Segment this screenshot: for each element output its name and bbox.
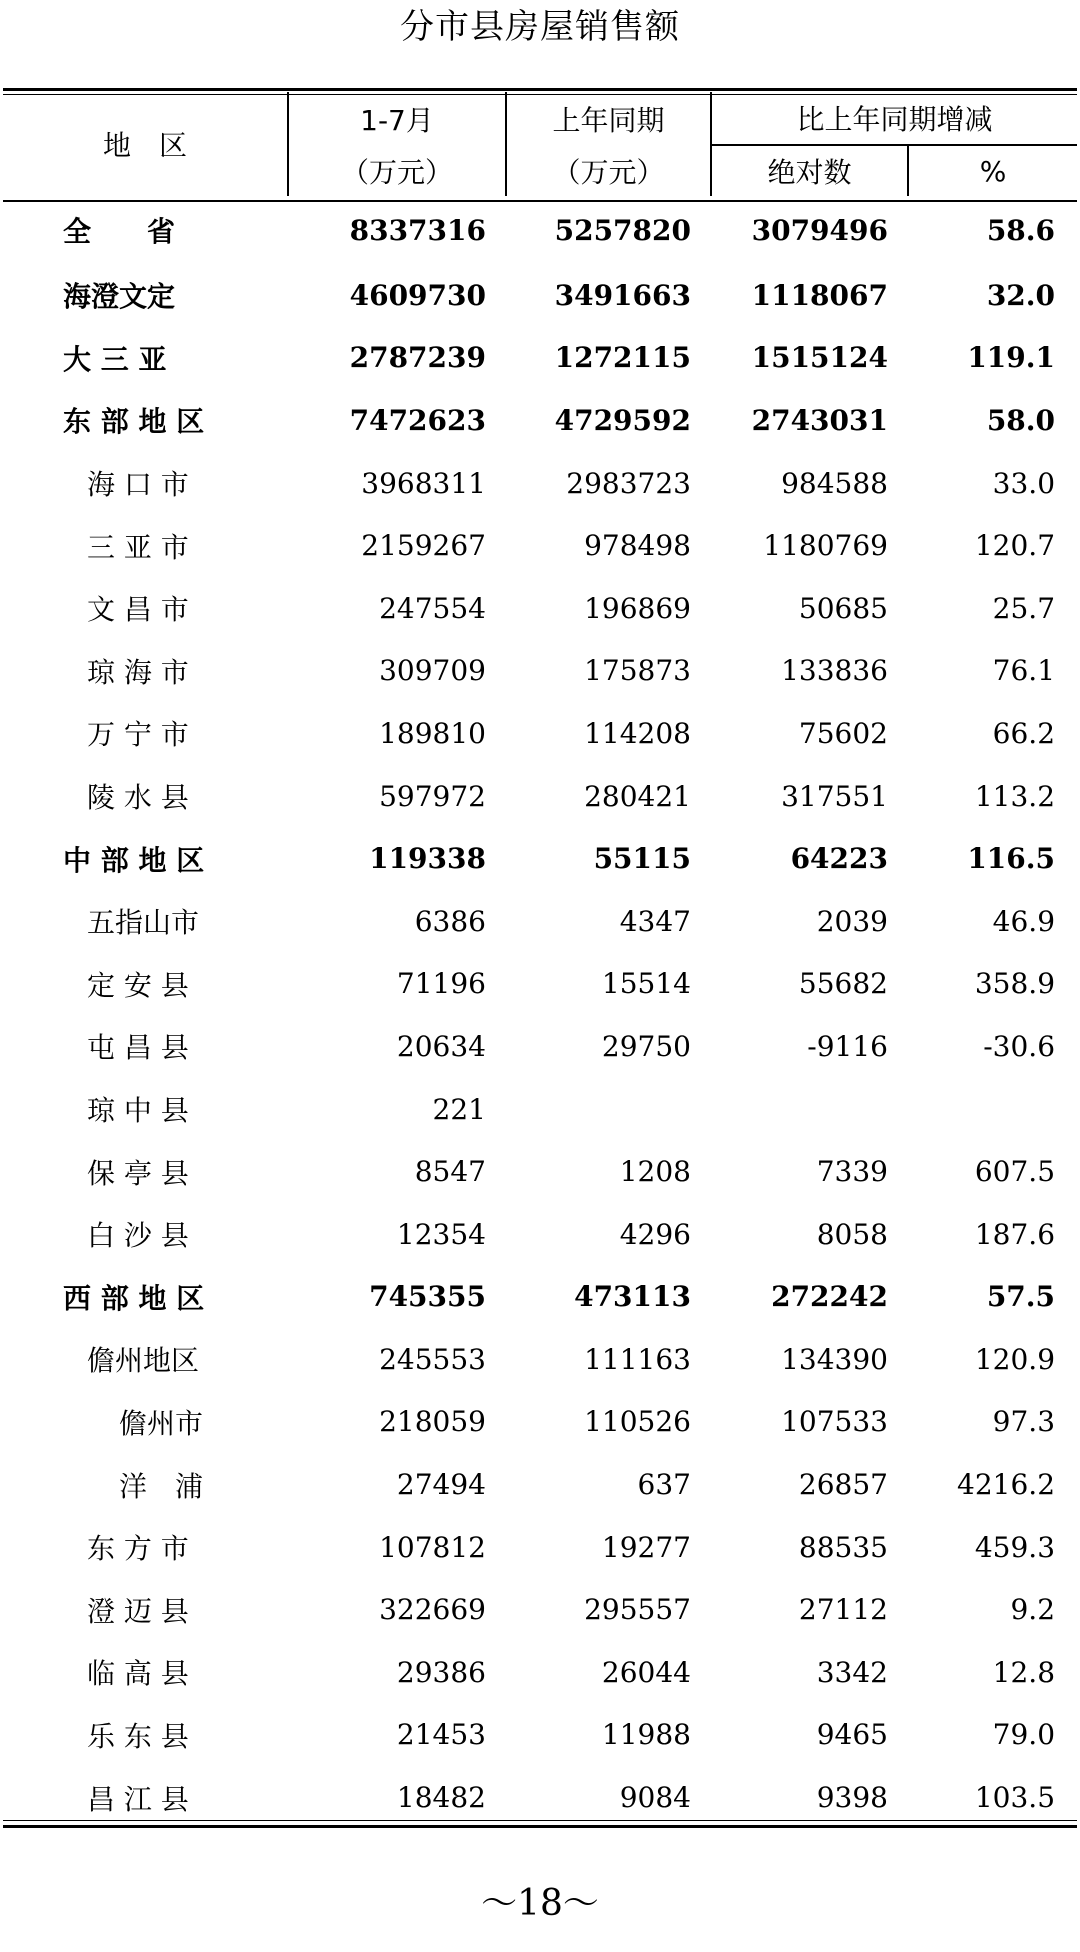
bottom-rule-thick — [3, 1825, 1077, 1828]
table-row — [3, 1140, 1077, 1203]
current-value-cell: 309709 — [379, 654, 486, 688]
percent-change-cell: 187.6 — [974, 1217, 1056, 1251]
percent-change-cell: 33.0 — [992, 466, 1056, 500]
table-row — [3, 953, 1077, 1016]
region-name-cell: 五指山市 — [87, 906, 200, 940]
region-name-cell: 陵 水 县 — [87, 781, 189, 815]
percent-change-cell: 358.9 — [974, 967, 1056, 1001]
absolute-change-cell: 64223 — [790, 842, 888, 876]
last-year-value-cell: 5257820 — [554, 213, 691, 247]
table-row — [3, 1578, 1077, 1641]
table-row — [3, 702, 1077, 765]
percent-change-cell: 459.3 — [974, 1530, 1056, 1564]
header-col2-line1: 上年同期 — [506, 92, 711, 145]
table-row — [3, 327, 1077, 390]
region-name-cell: 澄 迈 县 — [87, 1594, 189, 1628]
table-header — [3, 92, 1077, 196]
header-col1-line1: 1-7月 — [288, 92, 506, 145]
percent-change-cell: 57.5 — [986, 1280, 1056, 1314]
current-value-cell: 119338 — [369, 842, 486, 876]
absolute-change-cell: 9465 — [816, 1718, 888, 1752]
absolute-change-cell: 1515124 — [751, 341, 888, 375]
table-row — [3, 264, 1077, 327]
percent-change-cell: 25.7 — [992, 591, 1056, 625]
table-row — [3, 890, 1077, 953]
percent-change-cell: 97.3 — [992, 1405, 1056, 1439]
page-title: 分市县房屋销售额 — [400, 7, 680, 47]
current-value-cell: 221 — [432, 1092, 486, 1126]
region-name-cell: 儋州地区 — [87, 1344, 200, 1378]
table-row — [3, 1203, 1077, 1266]
last-year-value-cell: 15514 — [601, 967, 691, 1001]
absolute-change-cell: -9116 — [807, 1029, 888, 1063]
absolute-change-cell: 50685 — [798, 591, 888, 625]
header-col1-line2: （万元） — [288, 145, 506, 196]
last-year-value-cell: 2983723 — [566, 466, 691, 500]
current-value-cell: 2159267 — [361, 529, 486, 563]
absolute-change-cell: 1118067 — [751, 278, 888, 312]
last-year-value-cell: 978498 — [584, 529, 691, 563]
region-name-cell: 白 沙 县 — [87, 1219, 189, 1253]
current-value-cell: 8337316 — [349, 213, 486, 247]
current-value-cell: 8547 — [414, 1155, 486, 1189]
current-value-cell: 3968311 — [361, 466, 486, 500]
header-rule — [3, 200, 1077, 202]
region-name-cell: 全 省 — [63, 215, 176, 248]
region-name-cell: 乐 东 县 — [87, 1719, 189, 1753]
current-value-cell: 21453 — [396, 1718, 486, 1752]
absolute-change-cell: 2743031 — [751, 403, 888, 437]
region-name-cell: 屯 昌 县 — [87, 1031, 189, 1065]
last-year-value-cell — [506, 1078, 711, 1141]
table-row — [3, 1391, 1077, 1454]
table-row — [3, 640, 1077, 703]
last-year-value-cell: 55115 — [593, 842, 691, 876]
absolute-change-cell: 133836 — [781, 654, 888, 688]
last-year-value-cell: 295557 — [584, 1593, 691, 1627]
last-year-value-cell: 280421 — [584, 779, 691, 813]
absolute-change-cell: 107533 — [781, 1405, 888, 1439]
table-row — [3, 827, 1077, 890]
header-region: 地 区 — [102, 129, 187, 162]
absolute-change-cell: 272242 — [771, 1280, 888, 1314]
last-year-value-cell: 114208 — [584, 716, 691, 750]
table-row — [3, 1015, 1077, 1078]
percent-change-cell — [908, 1078, 1077, 1141]
current-value-cell: 27494 — [396, 1468, 486, 1502]
current-value-cell: 6386 — [414, 904, 486, 938]
last-year-value-cell: 4729592 — [554, 403, 691, 437]
page-number: ～18～ — [481, 1883, 599, 1924]
region-name-cell: 保 亭 县 — [87, 1156, 189, 1190]
current-value-cell: 71196 — [396, 967, 486, 1001]
current-value-cell: 597972 — [379, 779, 486, 813]
table-row — [3, 765, 1077, 828]
table-row — [3, 389, 1077, 452]
current-value-cell: 189810 — [379, 716, 486, 750]
percent-change-cell: 46.9 — [992, 904, 1056, 938]
last-year-value-cell: 637 — [637, 1468, 691, 1502]
percent-change-cell: 9.2 — [1010, 1593, 1056, 1627]
current-value-cell: 247554 — [379, 591, 486, 625]
region-name-cell: 昌 江 县 — [87, 1782, 189, 1816]
absolute-change-cell: 984588 — [781, 466, 888, 500]
region-name-cell: 海澄文定 — [63, 280, 176, 314]
region-name-cell: 万 宁 市 — [87, 718, 189, 752]
last-year-value-cell: 175873 — [584, 654, 691, 688]
last-year-value-cell: 1272115 — [554, 341, 691, 375]
table-row — [3, 196, 1077, 264]
absolute-change-cell: 134390 — [781, 1342, 888, 1376]
absolute-change-cell — [711, 1078, 908, 1141]
current-value-cell: 218059 — [379, 1405, 486, 1439]
region-name-cell: 西 部 地 区 — [63, 1281, 205, 1315]
header-change-group: 比上年同期增减 — [711, 92, 1077, 145]
percent-change-cell: 76.1 — [992, 654, 1056, 688]
percent-change-cell: -30.6 — [983, 1029, 1056, 1063]
table-row — [3, 1516, 1077, 1579]
current-value-cell: 18482 — [396, 1781, 486, 1815]
table-row — [3, 577, 1077, 640]
region-name-cell: 东 部 地 区 — [63, 405, 205, 439]
last-year-value-cell: 110526 — [584, 1405, 691, 1439]
absolute-change-cell: 55682 — [798, 967, 888, 1001]
percent-change-cell: 79.0 — [992, 1718, 1056, 1752]
last-year-value-cell: 9084 — [619, 1781, 691, 1815]
region-name-cell: 中 部 地 区 — [63, 843, 205, 877]
current-value-cell: 12354 — [396, 1217, 486, 1251]
absolute-change-cell: 2039 — [816, 904, 888, 938]
absolute-change-cell: 9398 — [816, 1781, 888, 1815]
current-value-cell: 7472623 — [349, 403, 486, 437]
last-year-value-cell: 3491663 — [554, 278, 691, 312]
bottom-rule-thin — [3, 1820, 1077, 1821]
percent-change-cell: 4216.2 — [957, 1468, 1056, 1502]
absolute-change-cell: 3342 — [816, 1655, 888, 1689]
absolute-change-cell: 26857 — [798, 1468, 888, 1502]
absolute-change-cell: 3079496 — [751, 213, 888, 247]
absolute-change-cell: 88535 — [798, 1530, 888, 1564]
last-year-value-cell: 473113 — [574, 1280, 691, 1314]
absolute-change-cell: 8058 — [816, 1217, 888, 1251]
region-name-cell: 琼 中 县 — [87, 1094, 189, 1128]
current-value-cell: 107812 — [379, 1530, 486, 1564]
absolute-change-cell: 75602 — [798, 716, 888, 750]
percent-change-cell: 58.0 — [986, 403, 1056, 437]
percent-change-cell: 116.5 — [967, 842, 1056, 876]
header-absolute: 绝对数 — [711, 145, 908, 196]
absolute-change-cell: 1180769 — [763, 529, 888, 563]
percent-change-cell: 120.7 — [974, 529, 1056, 563]
region-name-cell: 儋州市 — [119, 1406, 204, 1440]
table-row — [3, 1704, 1077, 1767]
region-name-cell: 文 昌 市 — [87, 593, 189, 627]
last-year-value-cell: 26044 — [601, 1655, 691, 1689]
header-percent: % — [908, 145, 1077, 196]
region-name-cell: 三 亚 市 — [87, 530, 189, 564]
table-row — [3, 1328, 1077, 1391]
percent-change-cell: 113.2 — [974, 779, 1056, 813]
table-row — [3, 1453, 1077, 1516]
current-value-cell: 745355 — [369, 1280, 486, 1314]
last-year-value-cell: 29750 — [601, 1029, 691, 1063]
region-name-cell: 东 方 市 — [87, 1532, 189, 1566]
last-year-value-cell: 196869 — [584, 591, 691, 625]
table-row — [3, 514, 1077, 577]
region-name-cell: 临 高 县 — [87, 1657, 189, 1691]
absolute-change-cell: 27112 — [798, 1593, 888, 1627]
current-value-cell: 2787239 — [349, 341, 486, 375]
region-name-cell: 洋 浦 — [119, 1469, 204, 1503]
last-year-value-cell: 4296 — [619, 1217, 691, 1251]
table-row — [3, 1266, 1077, 1329]
percent-change-cell: 12.8 — [992, 1655, 1056, 1689]
table-row — [3, 1641, 1077, 1704]
current-value-cell: 322669 — [379, 1593, 486, 1627]
last-year-value-cell: 1208 — [619, 1155, 691, 1189]
last-year-value-cell: 4347 — [619, 904, 691, 938]
sales-table-wrap — [3, 92, 1077, 1829]
table-row — [3, 452, 1077, 515]
region-name-cell: 定 安 县 — [87, 968, 189, 1002]
region-name-cell: 琼 海 市 — [87, 655, 189, 689]
region-name-cell: 大 三 亚 — [63, 342, 167, 376]
percent-change-cell: 120.9 — [974, 1342, 1056, 1376]
table-body — [3, 196, 1077, 1829]
header-col2-line2: （万元） — [506, 145, 711, 196]
table-row — [3, 1078, 1077, 1141]
current-value-cell: 245553 — [379, 1342, 486, 1376]
last-year-value-cell: 111163 — [584, 1342, 691, 1376]
percent-change-cell: 58.6 — [986, 213, 1056, 247]
top-rule-thick — [3, 88, 1077, 91]
current-value-cell: 20634 — [396, 1029, 486, 1063]
absolute-change-cell: 7339 — [816, 1155, 888, 1189]
percent-change-cell: 32.0 — [986, 278, 1056, 312]
current-value-cell: 29386 — [396, 1655, 486, 1689]
percent-change-cell: 103.5 — [974, 1781, 1056, 1815]
percent-change-cell: 66.2 — [992, 716, 1056, 750]
last-year-value-cell: 19277 — [601, 1530, 691, 1564]
region-name-cell: 海 口 市 — [87, 468, 189, 502]
percent-change-cell: 119.1 — [967, 341, 1056, 375]
percent-change-cell: 607.5 — [974, 1155, 1056, 1189]
absolute-change-cell: 317551 — [781, 779, 888, 813]
sales-table — [3, 92, 1077, 1829]
last-year-value-cell: 11988 — [601, 1718, 691, 1752]
current-value-cell: 4609730 — [349, 278, 486, 312]
